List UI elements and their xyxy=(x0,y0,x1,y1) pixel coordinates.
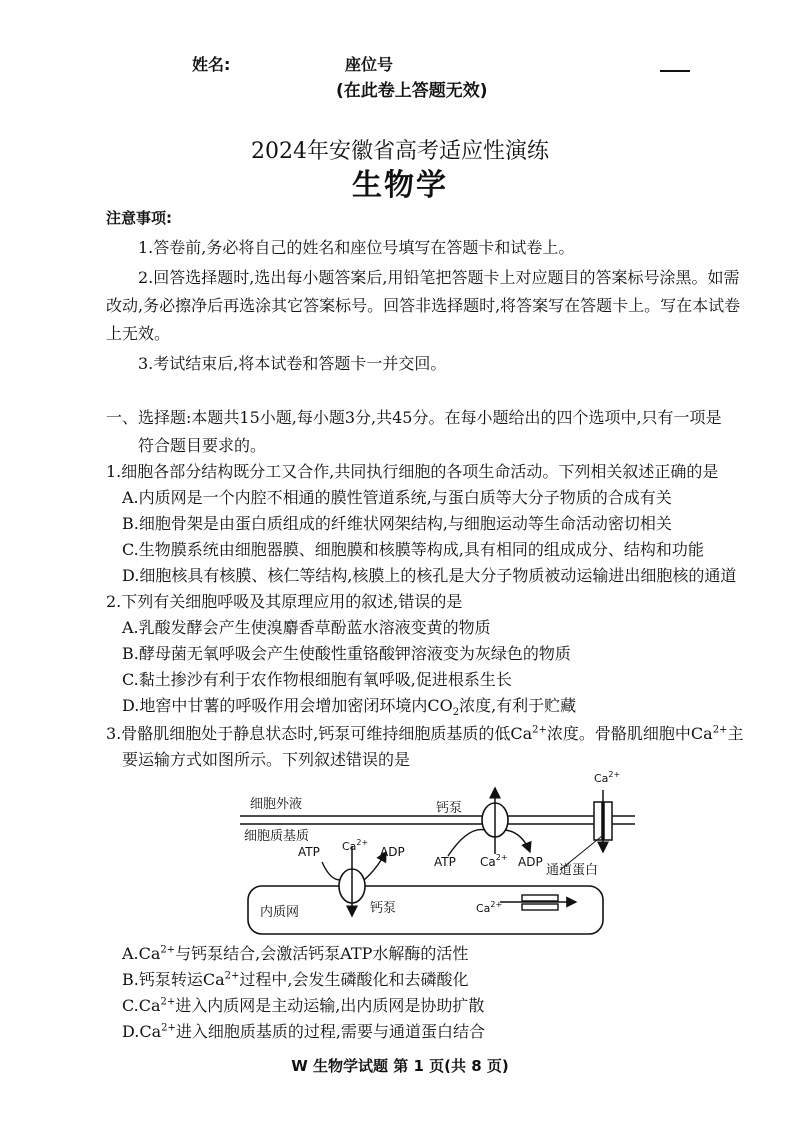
q1-option-d: D.细胞核具有核膜、核仁等结构,核膜上的核孔是大分子物质被动运输进出细胞核的通道 xyxy=(122,566,737,585)
q3-option-d: $D.Ca^{2+}$进入细胞质基质的过程,需要与通道蛋白结合 xyxy=(122,1022,485,1041)
label-cytoplasm: 细胞质基质 xyxy=(244,829,310,844)
label-pump-er: 钙泵 xyxy=(370,901,397,916)
label-adp-er: ADP xyxy=(380,845,405,859)
adp-curve-top xyxy=(505,830,530,852)
q3-stem-line-2: 要运输方式如图所示。下列叙述错误的是 xyxy=(122,750,411,769)
label-pump-top: 钙泵 xyxy=(436,801,463,816)
q3-option-a: $A.Ca^{2+}$与钙泵结合,会激活钙泵ATP水解酶的活性 xyxy=(122,944,469,963)
subject-title: 生物学 xyxy=(352,168,448,203)
section-heading-line-2: 符合题目要求的。 xyxy=(138,436,267,455)
q3-option-c: $C.Ca^{2+}$进入内质网是主动运输,出内质网是协助扩散 xyxy=(122,996,485,1015)
q2-option-a: A.乳酸发酵会产生使溴麝香草酚蓝水溶液变黄的物质 xyxy=(122,618,491,637)
atp-curve-top xyxy=(448,830,485,856)
label-atp-top: ATP xyxy=(434,855,456,869)
seat-underline xyxy=(660,70,690,72)
q2-stem: 2.下列有关细胞呼吸及其原理应用的叙述,错误的是 xyxy=(106,592,463,611)
calcium-transport-diagram xyxy=(230,770,640,945)
instructions-heading: 注意事项: xyxy=(106,209,172,227)
invalid-notice: (在此卷上答题无效) xyxy=(336,81,488,101)
q2-option-b: B.酵母菌无氧呼吸会产生使酸性重铬酸钾溶液变为灰绿色的物质 xyxy=(122,644,571,663)
q2-option-d: D.地窖中甘薯的呼吸作用会增加密闭环境内$CO_2$浓度,有利于贮藏 xyxy=(122,696,577,719)
channel-protein-left-icon xyxy=(594,802,602,840)
label-channel-protein: 通道蛋白 xyxy=(546,863,599,878)
label-atp-er: ATP xyxy=(298,845,320,859)
page-footer: W 生物学试题 第 1 页(共 8 页) xyxy=(291,1057,509,1075)
instruction-item-1: 1.答卷前,务必将自己的姓名和座位号填写在答题卡和试卷上。 xyxy=(138,238,575,257)
exam-title: 2024年安徽省高考适应性演练 xyxy=(251,139,549,164)
label-extracellular: 细胞外液 xyxy=(250,797,303,812)
section-heading-line-1: 一、选择题:本题共15小题,每小题3分,共45分。在每小题给出的四个选项中,只有一项是 xyxy=(106,408,722,427)
instruction-item-2-line-2: 改动,务必擦净后再选涂其它答案标号。回答非选择题时,将答案写在答题卡上。写在本试卷 xyxy=(106,296,741,315)
q1-stem: 1.细胞各部分结构既分工又合作,共同执行细胞的各项生命活动。下列相关叙述正确的是 xyxy=(106,462,719,481)
er-channel-bottom-icon xyxy=(522,904,558,910)
q1-option-c: C.生物膜系统由细胞器膜、细胞膜和核膜等构成,具有相同的组成成分、结构和功能 xyxy=(122,540,704,559)
instruction-item-3: 3.考试结束后,将本试卷和答题卡一并交回。 xyxy=(138,354,447,373)
q1-option-b: B.细胞骨架是由蛋白质组成的纤维状网架结构,与细胞运动等生命活动密切相关 xyxy=(122,514,672,533)
instruction-item-2-line-3: 上无效。 xyxy=(106,324,171,343)
q3-option-b: B.钙泵转运$Ca^{2+}$过程中,会发生磷酸化和去磷酸化 xyxy=(122,970,469,989)
atp-curve-er xyxy=(322,862,340,880)
label-ca-channel: $Ca^{2+}$ xyxy=(594,770,621,785)
er-channel-top-icon xyxy=(522,895,558,901)
instruction-item-2-line-1: 2.回答选择题时,选出每小题答案后,用铅笔把答题卡上对应题目的答案标号涂黑。如需 xyxy=(138,268,740,287)
label-er: 内质网 xyxy=(260,905,300,920)
q3-stem-line-1: 3.骨骼肌细胞处于静息状态时,钙泵可维持细胞质基质的低$Ca^{2+}$浓度。骨骼肌细胞中$Ca^{2+}$主 xyxy=(106,724,744,743)
label-adp-top: ADP xyxy=(518,855,543,869)
label-ca-er-channel: $Ca^{2+}$ xyxy=(476,900,503,915)
name-label: 姓名: xyxy=(192,55,231,74)
q2-option-c: C.黏土掺沙有利于农作物根细胞有氧呼吸,促进根系生长 xyxy=(122,670,512,689)
channel-protein-right-icon xyxy=(604,802,612,840)
q1-option-a: A.内质网是一个内腔不相通的膜性管道系统,与蛋白质等大分子物质的合成有关 xyxy=(122,488,672,507)
seat-label: 座位号 xyxy=(345,55,394,74)
label-ca-er: $Ca^{2+}$ xyxy=(342,838,369,853)
label-ca-top: $Ca^{2+}$ xyxy=(480,853,508,869)
